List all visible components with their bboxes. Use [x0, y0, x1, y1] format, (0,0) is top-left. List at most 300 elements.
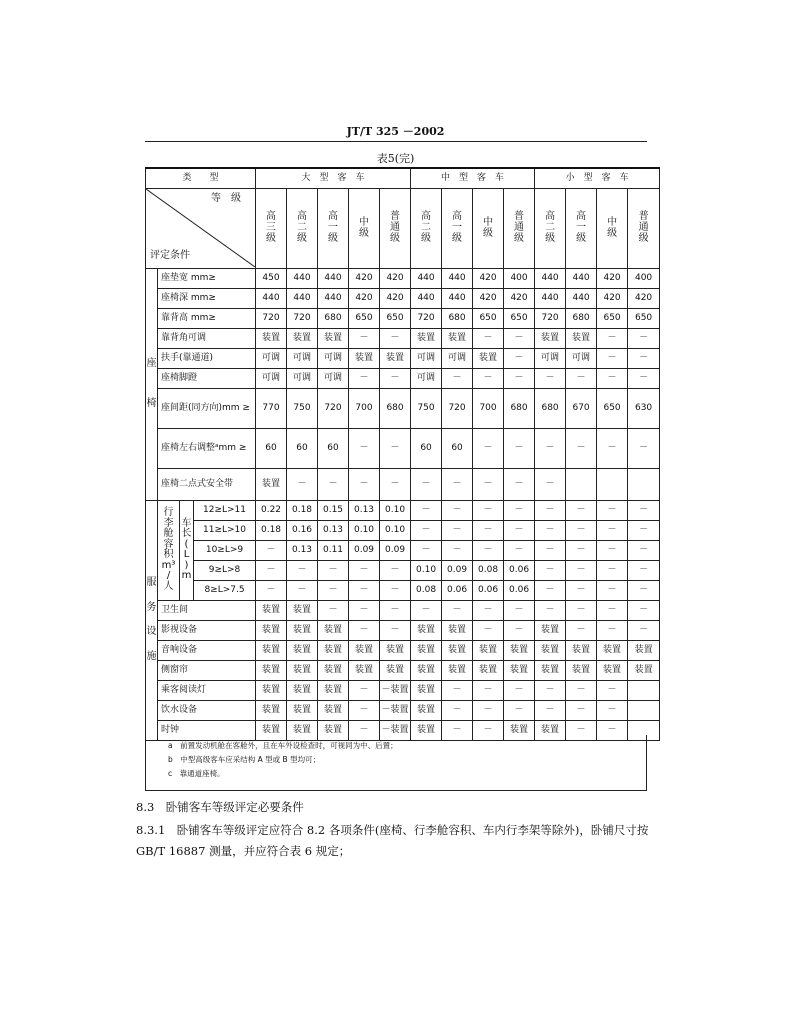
- table-cell: 440: [442, 268, 473, 288]
- table-cell: 装置: [411, 640, 442, 660]
- table-cell: －: [535, 540, 566, 560]
- table-cell: 装置: [256, 720, 287, 740]
- table-cell: 680: [566, 308, 597, 328]
- table-cell: －: [473, 520, 504, 540]
- table-cell: 60: [318, 428, 349, 468]
- table-cell: －: [504, 620, 535, 640]
- grade-header: 普 通 级: [380, 188, 411, 268]
- table-cell: 装置: [318, 328, 349, 348]
- table-cell: －: [535, 520, 566, 540]
- table-row: [146, 540, 660, 560]
- table-cell: －: [628, 600, 660, 620]
- table-cell: 420: [380, 288, 411, 308]
- table-cell: 450: [256, 268, 287, 288]
- table-cell: －: [473, 680, 504, 700]
- table-row: [146, 500, 660, 520]
- length-range: 11≥L>10: [194, 520, 256, 540]
- table-cell: －: [473, 720, 504, 740]
- paragraph-line: 8.3.1 卧铺客车等级评定应符合 8.2 各项条件(座椅、行李舱容积、车内行李架等除外)，卧铺尺寸按: [136, 823, 649, 837]
- table-cell: －: [504, 600, 535, 620]
- table-cell: －: [504, 700, 535, 720]
- table-cell: 装置: [318, 660, 349, 680]
- table-cell: 440: [318, 288, 349, 308]
- table-cell: －: [597, 560, 628, 580]
- table-cell: 440: [535, 268, 566, 288]
- table-cell: －: [349, 720, 380, 740]
- table-cell: 装置: [628, 660, 660, 680]
- table-cell: 装置: [380, 660, 411, 680]
- table-cell: －: [473, 600, 504, 620]
- table-cell: －: [349, 700, 380, 720]
- table-cell: 440: [411, 268, 442, 288]
- table-cell: 装置: [535, 620, 566, 640]
- table-cell: 420: [473, 268, 504, 288]
- vehicle-length-label: [180, 500, 194, 600]
- row-label: 靠背高 mm≥: [158, 308, 256, 328]
- grade-header: 高 一 级: [566, 188, 597, 268]
- table-row: [146, 620, 660, 640]
- table-cell: －: [535, 680, 566, 700]
- table-row: [146, 368, 660, 388]
- table-row: [146, 348, 660, 368]
- table-cell: 60: [442, 428, 473, 468]
- table-cell: 0.08: [411, 580, 442, 600]
- table-cell: 700: [473, 388, 504, 428]
- specification-table: [145, 167, 660, 741]
- table-cell: －: [504, 520, 535, 540]
- length-range: 10≥L>9: [194, 540, 256, 560]
- table-cell: －: [380, 468, 411, 500]
- table-cell: 60: [287, 428, 318, 468]
- length-range: 12≥L>11: [194, 500, 256, 520]
- table-cell: －: [628, 328, 660, 348]
- vehicle-length-text: 车 长 ( L ) m: [181, 517, 192, 581]
- table-row: [146, 328, 660, 348]
- table-cell: 670: [566, 388, 597, 428]
- table-cell: 440: [566, 288, 597, 308]
- table-cell: －: [411, 468, 442, 500]
- table-row: [146, 680, 660, 700]
- table-cell: 装置: [442, 660, 473, 680]
- table-cell: 0.16: [287, 520, 318, 540]
- section-paragraph: [136, 820, 668, 862]
- table-cell: 装置: [287, 620, 318, 640]
- table-cell: －: [349, 680, 380, 700]
- table-cell: 0.10: [380, 520, 411, 540]
- table-cell: 装置: [256, 660, 287, 680]
- table-cell: 装置: [411, 620, 442, 640]
- length-range: 9≥L>8: [194, 560, 256, 580]
- row-label: 座椅脚蹬: [158, 368, 256, 388]
- grade-header: 普 通 级: [628, 188, 660, 268]
- table-cell: －: [287, 580, 318, 600]
- table-cell: 0.09: [349, 540, 380, 560]
- seat-category-label: 座 椅: [146, 357, 157, 409]
- table-cell: －: [380, 428, 411, 468]
- table-cell: 装置: [318, 640, 349, 660]
- table-cell: 可调: [287, 368, 318, 388]
- table-cell: 装置: [504, 720, 535, 740]
- table-cell: 可调: [318, 348, 349, 368]
- table-cell: 装置: [504, 640, 535, 660]
- table-cell: －: [566, 500, 597, 520]
- table-cell: －: [597, 540, 628, 560]
- table-cell: －: [535, 580, 566, 600]
- table-cell: 装置: [566, 660, 597, 680]
- table-row: [146, 660, 660, 680]
- table-cell: －: [597, 348, 628, 368]
- grade-header: 中 级: [473, 188, 504, 268]
- table-row: [146, 640, 660, 660]
- table-cell: 装置: [287, 700, 318, 720]
- grade-header: 高 一 级: [318, 188, 349, 268]
- table-cell: －: [628, 500, 660, 520]
- table-row: [146, 308, 660, 328]
- group-header: 小 型 客 车: [535, 168, 660, 188]
- grade-header: 中 级: [597, 188, 628, 268]
- grade-header: 普 通 级: [504, 188, 535, 268]
- table-cell: 装置: [566, 640, 597, 660]
- table-cell: －: [566, 540, 597, 560]
- table-cell: －: [380, 328, 411, 348]
- row-label: 扶手(靠通道): [158, 348, 256, 368]
- table-cell: －: [535, 600, 566, 620]
- table-cell: －: [256, 540, 287, 560]
- table-cell: 750: [287, 388, 318, 428]
- row-label: 影视设备: [158, 620, 256, 640]
- table-cell: －: [411, 520, 442, 540]
- table-cell: 650: [380, 308, 411, 328]
- row-label: 座椅二点式安全带: [158, 468, 256, 500]
- section-title: 8.3 卧铺客车等级评定必要条件: [136, 800, 304, 814]
- table-cell: 装置: [411, 680, 442, 700]
- table-cell: －: [442, 368, 473, 388]
- table-cell: －: [380, 620, 411, 640]
- service-category-label: 服 务 设 施: [146, 577, 157, 662]
- table-cell: 440: [287, 268, 318, 288]
- table-cell: 装置: [256, 328, 287, 348]
- table-cell: 0.10: [349, 520, 380, 540]
- table-cell: －: [566, 700, 597, 720]
- table-cell: 装置: [256, 700, 287, 720]
- table-cell: －: [566, 680, 597, 700]
- grade-header: 中 级: [349, 188, 380, 268]
- table-cell: 720: [535, 308, 566, 328]
- table-cell: －: [566, 600, 597, 620]
- table-cell: 装置: [380, 348, 411, 368]
- table-cell: 0.15: [318, 500, 349, 520]
- table-cell: －: [442, 700, 473, 720]
- table-cell: －: [442, 680, 473, 700]
- table-cell: －: [504, 680, 535, 700]
- table-cell: [566, 468, 597, 500]
- table-cell: 装置: [287, 600, 318, 620]
- table-cell: －: [318, 580, 349, 600]
- table-cell: －: [473, 540, 504, 560]
- table-row: [146, 580, 660, 600]
- table-cell: －: [442, 500, 473, 520]
- table-cell: [597, 468, 628, 500]
- table-cell: －: [380, 600, 411, 620]
- table-row: [146, 288, 660, 308]
- table-cell: 650: [504, 308, 535, 328]
- table-cell: 装置: [349, 660, 380, 680]
- table-cell: 680: [442, 308, 473, 328]
- table-cell: 装置: [380, 640, 411, 660]
- table-cell: 装置: [597, 660, 628, 680]
- table-cell: －装置: [380, 680, 411, 700]
- table-cell: 装置: [566, 328, 597, 348]
- table-cell: 0.10: [380, 500, 411, 520]
- table-cell: －: [442, 468, 473, 500]
- table-cell: －: [411, 500, 442, 520]
- table-cell: －: [349, 560, 380, 580]
- table-cell: 60: [256, 428, 287, 468]
- table-cell: －: [535, 500, 566, 520]
- table-cell: －: [349, 368, 380, 388]
- table-cell: －: [473, 468, 504, 500]
- table-cell: 0.06: [504, 580, 535, 600]
- seat-category: [146, 268, 158, 500]
- table-footnotes: [145, 735, 647, 791]
- table-cell: －: [504, 468, 535, 500]
- criteria-label: 评定条件: [150, 249, 190, 261]
- table-cell: －: [597, 620, 628, 640]
- table-cell: 700: [349, 388, 380, 428]
- table-cell: 750: [411, 388, 442, 428]
- table-cell: －: [628, 620, 660, 640]
- table-cell: 720: [318, 388, 349, 428]
- table-cell: 0.10: [411, 560, 442, 580]
- table-cell: 420: [504, 288, 535, 308]
- table-cell: 400: [504, 268, 535, 288]
- grade-header: 高 一 级: [442, 188, 473, 268]
- luggage-volume-label: [158, 500, 180, 600]
- table-cell: 装置: [535, 328, 566, 348]
- table-cell: 420: [473, 288, 504, 308]
- grade-header: 高 二 级: [411, 188, 442, 268]
- table-cell: －: [473, 368, 504, 388]
- table-cell: [628, 468, 660, 500]
- table-cell: －: [349, 328, 380, 348]
- table-cell: －: [473, 428, 504, 468]
- table-cell: 装置: [318, 620, 349, 640]
- table-cell: 可调: [442, 348, 473, 368]
- table-cell: 440: [566, 268, 597, 288]
- table-cell: －: [628, 368, 660, 388]
- table-cell: 630: [628, 388, 660, 428]
- table-cell: 装置: [504, 660, 535, 680]
- diagonal-header: [146, 188, 256, 268]
- table-cell: 可调: [411, 348, 442, 368]
- table-cell: －: [504, 500, 535, 520]
- grade-header-row: [146, 188, 660, 268]
- row-label: 座垫宽 mm≥: [158, 268, 256, 288]
- table-cell: 0.13: [287, 540, 318, 560]
- table-cell: 440: [318, 268, 349, 288]
- type-header: 类 型: [146, 168, 256, 188]
- table-cell: 装置: [473, 640, 504, 660]
- table-cell: 装置: [349, 348, 380, 368]
- standard-number: JT/T 325 －2002: [346, 125, 445, 138]
- row-label: 卫生间: [158, 600, 256, 620]
- table-cell: －: [566, 368, 597, 388]
- table-cell: －: [535, 468, 566, 500]
- footnote: b 中型高级客车应采结构 A 型或 B 型均可；: [168, 755, 321, 764]
- table-cell: －: [318, 600, 349, 620]
- table-cell: 440: [411, 288, 442, 308]
- table-cell: －: [597, 428, 628, 468]
- row-label: 座椅深 mm≥: [158, 288, 256, 308]
- table-cell: 装置: [318, 720, 349, 740]
- table-row: [146, 388, 660, 428]
- table-cell: 可调: [318, 368, 349, 388]
- table-cell: 装置: [256, 680, 287, 700]
- grade-header: 高 二 级: [287, 188, 318, 268]
- table-row: [146, 468, 660, 500]
- table-cell: －装置: [380, 700, 411, 720]
- table-cell: －: [442, 720, 473, 740]
- table-cell: －: [566, 428, 597, 468]
- table-cell: 装置: [473, 348, 504, 368]
- table-cell: 440: [287, 288, 318, 308]
- table-cell: 可调: [566, 348, 597, 368]
- group-header: 大 型 客 车: [256, 168, 411, 188]
- table-cell: －: [597, 580, 628, 600]
- table-cell: 720: [442, 388, 473, 428]
- table-row: [146, 268, 660, 288]
- table-cell: －: [566, 620, 597, 640]
- table-cell: －: [628, 520, 660, 540]
- table-cell: －: [628, 428, 660, 468]
- row-label: 音响设备: [158, 640, 256, 660]
- table-cell: －: [380, 580, 411, 600]
- table-cell: 720: [256, 308, 287, 328]
- table-cell: －: [504, 348, 535, 368]
- table-cell: 0.06: [442, 580, 473, 600]
- table-cell: 装置: [318, 680, 349, 700]
- table-cell: 装置: [442, 620, 473, 640]
- table-cell: 440: [256, 288, 287, 308]
- length-range: 8≥L>7.5: [194, 580, 256, 600]
- table-cell: 420: [380, 268, 411, 288]
- row-label: 靠背角可调: [158, 328, 256, 348]
- table-cell: －: [535, 700, 566, 720]
- row-label: 侧窗帘: [158, 660, 256, 680]
- table-cell: －: [597, 720, 628, 740]
- table-cell: 可调: [535, 348, 566, 368]
- paragraph-line: GB/T 16887 测量，并应符合表 6 规定；: [136, 844, 351, 858]
- table-cell: －: [349, 428, 380, 468]
- table-cell: 装置: [535, 640, 566, 660]
- table-caption: 表5(完): [376, 152, 415, 165]
- table-cell: 装置: [287, 660, 318, 680]
- table-cell: 装置: [597, 640, 628, 660]
- table-cell: －: [442, 520, 473, 540]
- table-cell: 680: [535, 388, 566, 428]
- table-cell: －: [411, 600, 442, 620]
- row-label: 座间距(同方向)mm ≥: [158, 388, 256, 428]
- table-row: [146, 520, 660, 540]
- row-label: 座椅左右调整ᵃmm ≥: [158, 428, 256, 468]
- table-cell: 420: [597, 288, 628, 308]
- table-cell: 装置: [411, 720, 442, 740]
- table-cell: 650: [597, 308, 628, 328]
- table-cell: －: [597, 520, 628, 540]
- grade-header: 高 二 级: [535, 188, 566, 268]
- table-cell: －: [535, 368, 566, 388]
- table-cell: 装置: [256, 620, 287, 640]
- row-label: 乘客阅读灯: [158, 680, 256, 700]
- table-cell: 装置: [349, 640, 380, 660]
- table-cell: －: [349, 468, 380, 500]
- table-cell: 0.09: [380, 540, 411, 560]
- table-cell: 0.11: [318, 540, 349, 560]
- table-row: [146, 600, 660, 620]
- table-cell: 770: [256, 388, 287, 428]
- table-cell: 0.18: [287, 500, 318, 520]
- table-row: [146, 700, 660, 720]
- table-cell: 装置: [256, 600, 287, 620]
- table-row: [146, 560, 660, 580]
- table-cell: －: [597, 600, 628, 620]
- table-cell: －: [535, 560, 566, 580]
- table-cell: 420: [597, 268, 628, 288]
- table-cell: 650: [597, 388, 628, 428]
- table-cell: 可调: [411, 368, 442, 388]
- table-cell: 装置: [411, 328, 442, 348]
- service-category: [146, 500, 158, 740]
- table-cell: 0.13: [318, 520, 349, 540]
- table-cell: 装置: [535, 660, 566, 680]
- table-cell: 680: [504, 388, 535, 428]
- table-cell: 装置: [628, 640, 660, 660]
- table-cell: 装置: [411, 700, 442, 720]
- table-cell: －: [628, 580, 660, 600]
- table-cell: －: [504, 428, 535, 468]
- table-cell: －: [628, 348, 660, 368]
- table-cell: －: [473, 620, 504, 640]
- table-cell: －: [504, 328, 535, 348]
- table-cell: －: [256, 580, 287, 600]
- table-cell: 装置: [287, 640, 318, 660]
- table-cell: －: [566, 720, 597, 740]
- table-cell: 680: [318, 308, 349, 328]
- table-cell: 400: [628, 268, 660, 288]
- table-cell: 0.08: [473, 560, 504, 580]
- table-cell: 440: [535, 288, 566, 308]
- table-cell: －: [597, 368, 628, 388]
- row-label: 时钟: [158, 720, 256, 740]
- footnote: c 靠通道座椅。: [168, 769, 225, 778]
- table-cell: －: [318, 468, 349, 500]
- table-cell: －: [256, 560, 287, 580]
- table-cell: 0.13: [349, 500, 380, 520]
- luggage-volume-text: 行 李 舱 容 积 m³ / 人: [161, 507, 176, 592]
- table-cell: 装置: [287, 680, 318, 700]
- table-cell: 可调: [256, 348, 287, 368]
- table-cell: －: [597, 500, 628, 520]
- table-cell: 680: [380, 388, 411, 428]
- table-cell: －: [380, 560, 411, 580]
- table-cell: 440: [442, 288, 473, 308]
- group-header: 中 型 客 车: [411, 168, 535, 188]
- table-cell: 0.06: [473, 580, 504, 600]
- table-cell: －: [597, 680, 628, 700]
- table-cell: －: [535, 428, 566, 468]
- grade-header: 高 三 级: [256, 188, 287, 268]
- table-cell: －: [411, 540, 442, 560]
